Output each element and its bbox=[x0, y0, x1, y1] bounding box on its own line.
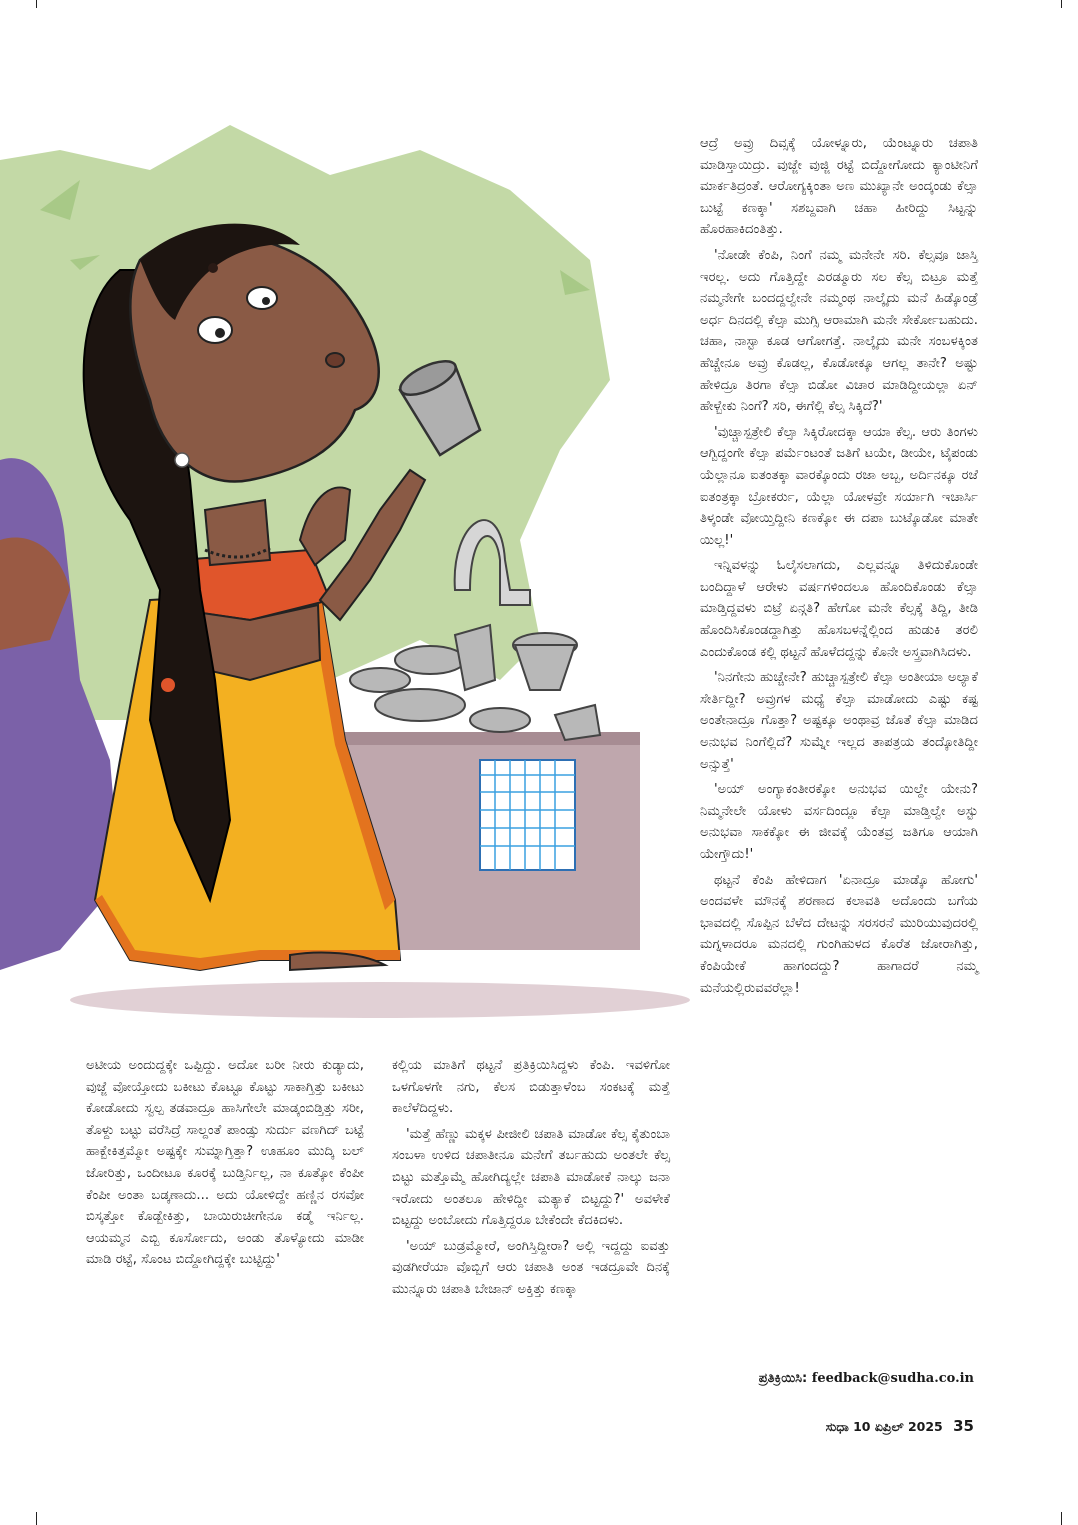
paragraph: 'ನೋಡೇ ಕೆಂಪಿ, ನಿಂಗೆ ನಮ್ಮ ಮನೇನೇ ಸರಿ. ಕೆಲ್ಸವೂ ಜಾಸ್ತಿ ಇರಲ್ಲ. ಅದು ಗೊತ್ತಿದ್ದೇ ಎರಡ್ಮೂರು ಸಲ ಕೆಲ್ಸ ಬಿಟ್ರೂ ಮತ್ತೆ ನಮ್ಮನೇಗೇ ಬಂದದ್ದಲ್ವೇನೇ ನಮ್ಮಂಥ ನಾಲ್ಕೈದು ಮನೆ ಹಿಡ್ಕೊಂಡ್ರೆ ಅರ್ಧ ದಿನದಲ್ಲಿ ಕೆಲ್ಸಾ ಮುಗ್ಸಿ ಆರಾಮಾಗಿ ಮನೇ ಸೇರ್ಕೋಬಹುದು. ಚಹಾ, ನಾಸ್ಟಾ ಕೂಡ ಆಗೋಗತ್ತೆ. ನಾಲ್ಕೈದು ಮನೇ ಸಂಬಳಕ್ಕಿಂತ ಹೆಚ್ಚೇನೂ ಅವ್ರು ಕೊಡಲ್ಲ, ಕೊಡೋಕ್ಕೂ ಆಗಲ್ಲ ತಾನೇ? ಅಷ್ಟು ಹೇಳಿದ್ರೂ ತಿರಗಾ ಕೆಲ್ಸಾ ಬಿಡೋ ವಿಚಾರ ಮಾಡಿದ್ದೀಯಲ್ಲಾ ಏನ್ ಹೇಳ್ಬೇಕು ನಿಂಗೆ? ಸರಿ, ಈಗೆಲ್ಲಿ ಕೆಲ್ಸ ಸಿಕ್ಕಿದೆ?' bbox=[700, 247, 978, 415]
eye-right bbox=[247, 287, 277, 309]
page-folio bbox=[826, 1417, 974, 1435]
magazine-name: ಸುಧಾ bbox=[825, 1419, 849, 1434]
article-column-right bbox=[700, 133, 978, 1003]
paragraph: 'ಮತ್ತೆ ಹೆಣ್ಣು ಮಕ್ಕಳ ಪೀಜೀಲಿ ಚಪಾತಿ ಮಾಡೋ ಕೆಲ್ಸ ಕೈತುಂಬಾ ಸಂಬಳಾ ಉಳಿದ ಚಪಾತೀನೂ ಮನೇಗೆ ತರ್ಬಹುದು ಅಂತಲೇ ಕೆಲ್ಸ ಬಿಟ್ಟು ಮತ್ತೊಮ್ಮೆ ಹೋಗಿದ್ಯಲ್ಲೇ ಚಪಾತಿ ಮಾಡೋಕೆ ನಾಲ್ಕು ಜನಾ ಇರೋದು ಅಂತಲೂ ಹೇಳಿದ್ದೀ ಮತ್ಯಾಕೆ ಬಿಟ್ಟದ್ದು?' ಅವಳೇಕೆ ಬಿಟ್ಟದ್ದು ಅಂಬೋದು ಗೊತ್ತಿದ್ದರೂ ಬೇಕೆಂದೇ ಕೆದಕಿದಳು. bbox=[392, 1126, 670, 1229]
crop-mark-bottom-right bbox=[1061, 1512, 1062, 1525]
paragraph: ಥಟ್ಟನೆ ಕೆಂಪಿ ಹೇಳಿದಾಗ 'ಏನಾದ್ರೂ ಮಾಡ್ಕೊ ಹೋಗು' ಅಂದವಳೇ ಮೌನಕ್ಕೆ ಶರಣಾದ ಕಲಾವತಿ ಅದೊಂದು ಬಗೆಯ ಭಾವದಲ್ಲಿ ಸೊಪ್ಪಿನ ಬೆಳೆದ ದೇಟನ್ನು ಸರಸರನೆ ಮುರಿಯುವುದರಲ್ಲಿ ಮಗ್ನಳಾದರೂ ಮನದಲ್ಲಿ ಗುಂಗಿಹುಳದ ಕೊರೆತ ಜೋರಾಗಿತ್ತು, ಕೆಂಪಿಯೇಕೆ ಹಾಗಂದದ್ದು? ಹಾಗಾದರೆ ನಮ್ಮ ಮನೆಯಲ್ಲಿರುವವರೆಲ್ಲಾ! bbox=[700, 872, 978, 996]
article-column-left bbox=[86, 1055, 364, 1275]
story-illustration bbox=[0, 120, 690, 1025]
page-number: 35 bbox=[953, 1417, 974, 1435]
crop-mark-bottom-left bbox=[36, 1512, 37, 1525]
paragraph: ಕಲ್ಲಿಯ ಮಾತಿಗೆ ಥಟ್ಟನೆ ಪ್ರತಿಕ್ರಿಯಿಸಿದ್ದಳು ಕೆಂಪಿ. ಇವಳಿಗೋ ಒಳಗೊಳಗೇ ನಗು, ಕೆಲಸ ಬಿಡುತ್ತಾಳೆಂಬ ಸಂಕಟಕ್ಕೆ ಮತ್ತೆ ಕಾಲೆಳೆದಿದ್ದಳು. bbox=[392, 1058, 670, 1117]
crop-mark-top-left bbox=[36, 0, 37, 8]
paragraph: 'ವುಚ್ಚಾಸ್ಪತ್ರೇಲಿ ಕೆಲ್ಸಾ ಸಿಕ್ಕಿರೋದಕ್ಕಾ ಆಯಾ ಕೆಲ್ಸ. ಆರು ತಿಂಗಳು ಆಗ್ಬಿದ್ದಂಗೇ ಕೆಲ್ಸಾ ಪರ್ಮೆಂಟಂತೆ ಜತಿಗೆ ಟಯೇ, ಡೀಯೇ, ಟೈಪಂಡು ಯೆಲ್ಲಾನೂ ಐತಂತಕ್ಕಾ ವಾರಕ್ಕೊಂದು ರಜಾ ಅಬ್ಬ, ಅರ್ದಿನಕ್ಕೂ ರಜೆ ಐತಂತ್ರಕ್ಕಾ ಬ್ರೋಕರ್ರು, ಯೆಲ್ಲಾ ಯೋಳವ್ರೇ ಸರ್ಯಾಗಿ ಇಚಾರ್ಸಿ ತಿಳ್ಕಂಡೇ ವೋಯ್ತಿದ್ದೀನಿ ಕಣಕ್ಕೋ ಈ ದಪಾ ಬುಟ್ಕೊಡೋ ಮಾತೇ ಯಿಲ್ಲ!' bbox=[700, 424, 978, 548]
paragraph: 'ನಿನಗೇನು ಹುಚ್ಚೇನೇ? ಹುಚ್ಚಾಸ್ಪತ್ರೇಲಿ ಕೆಲ್ಸಾ ಅಂತೀಯಾ ಅಲ್ಯಾಕೆ ಸೇರ್ತಿದ್ದೀ? ಅವ್ರುಗಳ ಮಧ್ಯೆ ಕೆಲ್ಸಾ ಮಾಡೋದು ಎಷ್ಟು ಕಷ್ಟ ಅಂತೇನಾದ್ರೂ ಗೊತ್ತಾ? ಅಷ್ಟಕ್ಕೂ ಅಂಥಾವ್ರ ಜೊತೆ ಕೆಲ್ಸಾ ಮಾಡಿದ ಅನುಭವ ನಿಂಗೆಲ್ಲಿದೆ? ಸುಮ್ನೇ ಇಲ್ಲದ ತಾಪತ್ರಯ ತಂದ್ಕೋತಿದ್ದೀ ಅನ್ಸುತ್ತೆ' bbox=[700, 670, 978, 772]
paragraph: ಆದ್ರೆ ಅವ್ರು ದಿವ್ಸಕ್ಕೆ ಯೋಳ್ನೂರು, ಯೆಂಟ್ನೂರು ಚಪಾತಿ ಮಾಡಿಸ್ತಾಯಿದ್ರು. ವುಜ್ಜೇ ವುಜ್ಜಿ ರಟ್ಟೆ ಬಿದ್ದೋಗೋದು ಕ್ಯಾಂಟೀನಿಗೆ ಮಾರ್ಕತಿದ್ರಂತೆ. ಆರೋಗ್ಯಕ್ಕಿಂತಾ ಅಣ ಮುಖ್ಯಾನೇ ಅಂದ್ಕಂಡು ಕೆಲ್ಸಾ ಬುಟ್ಟೆ ಕಣಕ್ಕಾ' ಸಶಬ್ದವಾಗಿ ಚಹಾ ಹೀರಿದ್ದು ಸಿಟ್ಟನ್ನು ಹೊರಹಾಕಿದಂತಿತ್ತು. bbox=[700, 136, 978, 238]
article-column-middle bbox=[392, 1055, 670, 1305]
paragraph: 'ಅಯ್ ಬುಡ್ರಮ್ಮೋರೆ, ಅಂಗಿಸ್ತಿದ್ದೀರಾ? ಅಲ್ಲಿ ಇದ್ದದ್ದು ಐವತ್ತು ವುಡಗೀರೆಯಾ ವೊಬ್ಬಿಗೆ ಆರು ಚಪಾತಿ ಅಂತ ಇಡದ್ರೂವೇ ದಿನಕ್ಕೆ ಮುನ್ನೂರು ಚಪಾತಿ ಬೇಜಾನ್ ಅಕ್ತಿತ್ತು ಕಣಕ್ಕಾ bbox=[392, 1238, 670, 1297]
feedback-line bbox=[759, 1371, 974, 1386]
floor-shadow bbox=[70, 982, 690, 1018]
checked-towel bbox=[480, 760, 575, 870]
paragraph: 'ಅಯ್ ಅಂಗ್ಯಾಕಂತೀರಕ್ಕೋ ಅನುಭವ ಯಿಲ್ದೇ ಯೇನು? ನಿಮ್ಮನೇಲೇ ಯೋಳು ವರ್ಸದಿಂದ್ಲೂ ಕೆಲ್ಸಾ ಮಾಡ್ತಿಲ್ವೇ ಅಸ್ಟು ಅನುಭವಾ ಸಾಕಕ್ಕೋ ಈ ಜೀವಕ್ಕೆ ಯೆಂತವ್ರ ಜತಿಗೂ ಆಯಾಗಿ ಯೇಗ್ತೌದು!' bbox=[700, 782, 978, 862]
feedback-email[interactable]: feedback@sudha.co.in bbox=[811, 1371, 974, 1386]
paragraph: ಇನ್ನಿವಳನ್ನು ಓಲೈಸಲಾಗದು, ಎಲ್ಲವನ್ನೂ ತಿಳಿದುಕೊಂಡೇ ಬಂದಿದ್ದಾಳೆ ಆರೇಳು ವರ್ಷಗಳಿಂದಲೂ ಹೊಂದಿಕೊಂಡು ಕೆಲ್ಸಾ ಮಾಡ್ತಿದ್ದವಳು ಬಿಟ್ರೆ ಏನ್ಗತಿ? ಹೇಗೋ ಮನೇ ಕೆಲ್ಸಕ್ಕೆ ತಿದ್ದಿ, ತೀಡಿ ಹೊಂದಿಸಿಕೊಂಡದ್ದಾಗಿತ್ತು ಹೊಸಬಳನ್ನೆಲ್ಲಿಂದ ಹುಡುಕಿ ತರಲಿ ಎಂದುಕೊಂಡ ಕಲ್ಲಿ ಥಟ್ಟನೆ ಹೊಳೆದದ್ದನ್ನು ಕೊನೇ ಅಸ್ತ್ರವಾಗಿಸಿದಳು. bbox=[700, 558, 978, 660]
issue-date: 10 ಏಪ್ರಿಲ್ 2025 bbox=[853, 1419, 943, 1434]
crop-mark-top-right bbox=[1061, 0, 1062, 8]
eye-left bbox=[198, 317, 232, 343]
feedback-label: ಪ್ರತಿಕ್ರಿಯಿಸಿ: bbox=[758, 1371, 808, 1386]
paragraph: ಅಟೀಯ ಅಂದುದ್ದಕ್ಕೇ ಒಪ್ಪಿದ್ದು. ಅದೋ ಬರೀ ನೀರು ಕುಡ್ಯಾದು, ವುಜ್ಜೆ ವೋಯ್ತೋದು ಬಕೀಟು ಕೊಟ್ಟೂ ಕೊಟ್ಟು ಸಾಕಾಗ್ತಿತ್ತು ಬಕೀಟು ಕೋಡೋದು ಸ್ವಲ್ಪ ತಡವಾದ್ರೂ ಹಾಸಿಗೇಲೇ ಮಾಡ್ಕಂಬಿಡ್ತಿತ್ತು ಸರೀ, ತೊಳ್ದು ಬಟ್ಟು ವರೆಸಿದ್ರೆ ಸಾಲ್ದಂತೆ ಪಾಂಡ್ಸು ಸುರ್ದು ವಣಗಿದ್ ಬಟ್ಟೆ ಹಾಕ್ಬೇಕಿತ್ತಮ್ಮೋ ಅಷ್ಟಕ್ಕೇ ಸುಮ್ನಾಗ್ತಿತ್ತಾ? ಊಹೂಂ ಮುದ್ಕಿ ಬಲ್ ಜೋರಿತ್ತು, ಒಂದೀಟೂ ಕೂರಕ್ಕೆ ಬುಡ್ತಿರ್ನಿಲ್ಲ, ನಾ ಕೂತ್ಕೋ ಕೆಂಪೀ ಕೆಂಪೀ ಅಂತಾ ಬಡ್ಕಣಾದು... ಅದು ಯೋಳಿದ್ದೇ ಹಣ್ಣಿನ ರಸವೋ ಬಿಸ್ಕತ್ತೋ ಕೊಡ್ಬೇಕಿತ್ತು, ಬಾಯಿರುಚೀಗೇನೂ ಕಡ್ಮೆ ಇರ್ನಿಲ್ಲ. ಆಯಮ್ಮನ ಎಬ್ಬಿ ಕೂರ್ಸೋದು, ಅಂಡು ತೊಳ್ಯೋದು ಮಾಡೀ ಮಾಡಿ ರಟ್ಟೆ, ಸೊಂಟ ಬಿದ್ದೋಗಿದ್ದಕ್ಕೇ ಬುಟ್ಟಿದ್ದು' bbox=[86, 1058, 364, 1268]
